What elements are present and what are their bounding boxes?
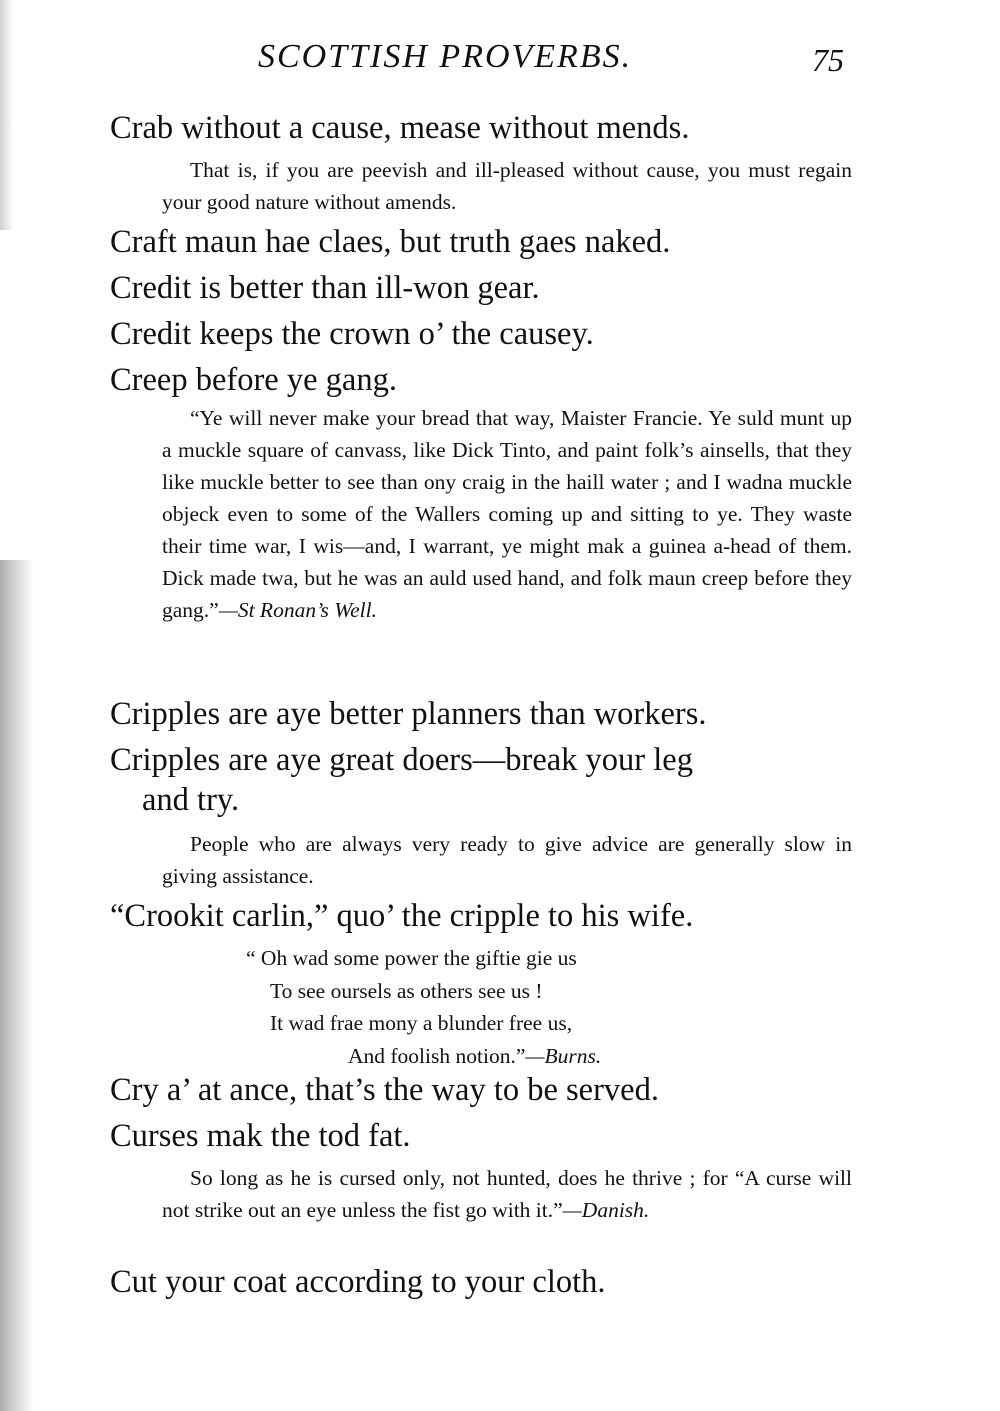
- verse-line-text: And foolish notion.”: [348, 1043, 526, 1068]
- proverb-note: That is, if you are peevish and ill-pleased without cause, you must regain your good nature without amends.: [162, 158, 852, 214]
- proverb: Cry a’ at ance, that’s the way to be served.: [110, 1072, 659, 1108]
- proverb-note: People who are always very ready to give advice are generally slow in giving assistance.: [162, 832, 852, 888]
- proverb-line: Cripples are aye great doers—break your leg: [110, 742, 693, 778]
- verse-quote: [246, 942, 746, 1072]
- proverb: Credit is better than ill-won gear.: [110, 270, 540, 306]
- verse-source: —Burns.: [525, 1043, 602, 1068]
- note-source: —Danish.: [562, 1198, 650, 1222]
- proverb-line-continued: and try.: [142, 782, 240, 818]
- proverb: Craft maun hae claes, but truth gaes naked.: [110, 224, 671, 260]
- proverb: Cripples are aye better planners than workers.: [110, 696, 707, 732]
- page-header: [0, 38, 1000, 78]
- note-text: So long as he is cursed only, not hunted, does he thrive ; for “A curse will not strike out an eye unless the fist go with it.”: [162, 1166, 852, 1222]
- proverb: [110, 740, 693, 820]
- proverb-note: [162, 402, 852, 626]
- proverb: Creep before ye gang.: [110, 362, 397, 398]
- page-edge-shadow-top: [0, 0, 14, 230]
- page-number: 75: [812, 42, 844, 78]
- proverb: Credit keeps the crown o’ the causey.: [110, 316, 594, 352]
- proverb: Crab without a cause, mease without mends.: [110, 110, 690, 146]
- running-title: SCOTTISH PROVERBS.: [258, 38, 633, 75]
- proverb: “Crookit carlin,” quo’ the cripple to his wife.: [110, 898, 694, 934]
- proverb-note: [162, 1162, 852, 1226]
- note-source: —St Ronan’s Well.: [218, 598, 377, 622]
- verse-line: It wad frae mony a blunder free us,: [270, 1011, 573, 1035]
- note-text: “Ye will never make your bread that way, Maister Francie. Ye suld munt up a muckle square of canvass, like Dick Tinto, and paint folk’s ainsells, that they like muckle better to see than ony craig in the haill water ; and I wadna muckle objeck even to some of the Wallers coming up and sitting to ye. They waste their time war, I wis—and, I warrant, ye might mak a guinea a-head of them. Dick made twa, but he was an auld used hand, and folk maun creep before they gang.”: [162, 406, 852, 622]
- proverb: Cut your coat according to your cloth.: [110, 1264, 606, 1300]
- page-edge-shadow: [0, 560, 34, 1411]
- verse-line: To see oursels as others see us !: [270, 978, 543, 1003]
- proverb: Curses mak the tod fat.: [110, 1118, 411, 1154]
- verse-line: [246, 1040, 746, 1073]
- verse-line: “ Oh wad some power the giftie gie us: [246, 946, 577, 970]
